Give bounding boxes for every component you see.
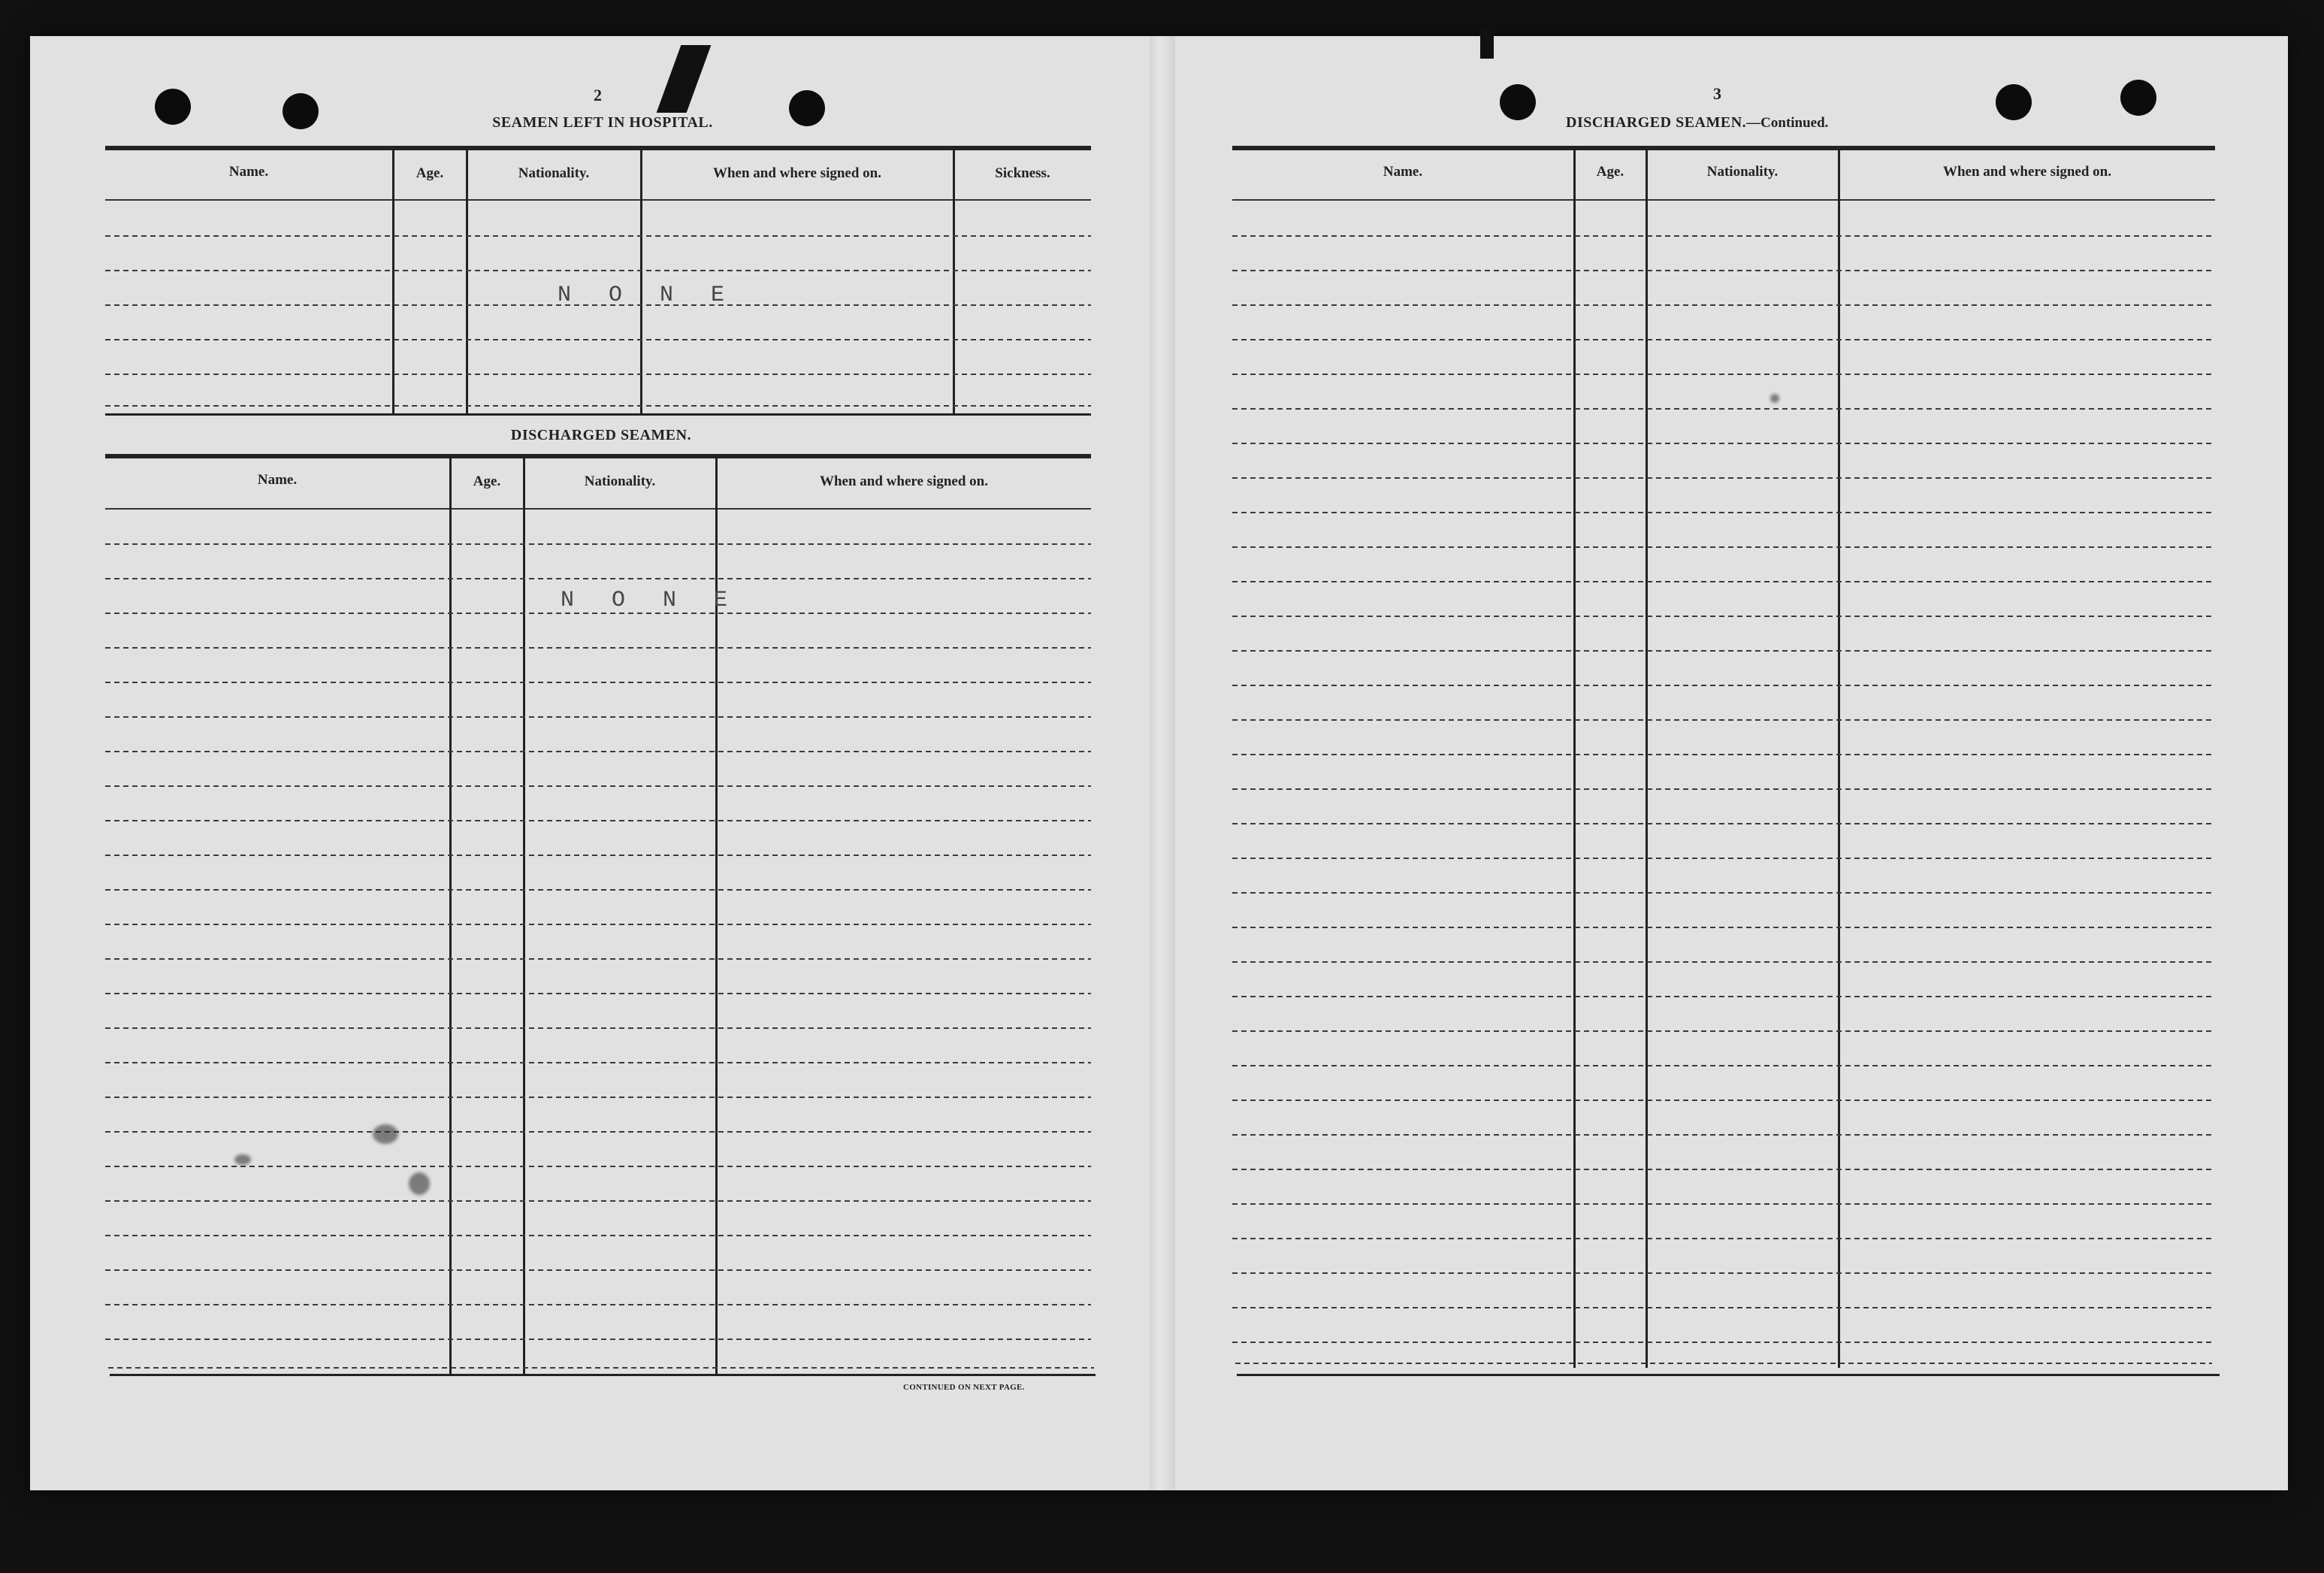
punch-hole xyxy=(1996,84,2032,120)
punch-hole xyxy=(1500,84,1536,120)
continued-note: CONTINUED ON NEXT PAGE. xyxy=(903,1383,1025,1392)
discharged-typed-none: N O N E xyxy=(561,588,728,613)
hospital-top-rule xyxy=(105,146,1091,150)
punch-hole xyxy=(155,89,191,125)
discharged-col-nationality: Nationality. xyxy=(584,473,656,489)
page-number-left: 2 xyxy=(594,86,602,104)
right-col-signed-on: When and where signed on. xyxy=(1942,164,2111,180)
hospital-header-rule xyxy=(105,199,1091,201)
discharged-section-title: DISCHARGED SEAMEN. xyxy=(510,427,692,443)
right-section-title xyxy=(1566,114,1828,132)
right-col-nationality: Nationality. xyxy=(1706,164,1779,180)
discharged-col-name: Name. xyxy=(257,472,298,488)
right-header-rule xyxy=(1232,199,2215,201)
right-top-rule xyxy=(1232,146,2215,150)
right-bottom-rule xyxy=(1237,1374,2220,1376)
hospital-col-sickness: Sickness. xyxy=(995,165,1050,181)
right-title-suffix: —Continued. xyxy=(1746,115,1829,131)
page-number-right: 3 xyxy=(1713,84,1721,103)
ink-smudge xyxy=(409,1172,430,1195)
punch-hole xyxy=(283,93,319,129)
discharged-col-signed-on: When and where signed on. xyxy=(819,473,988,489)
ink-smudge xyxy=(373,1124,398,1144)
hospital-section-title: SEAMEN LEFT IN HOSPITAL. xyxy=(492,114,713,131)
right-col-age: Age. xyxy=(1596,164,1624,180)
page-gutter xyxy=(1150,36,1175,1490)
discharged-bottom-rule xyxy=(110,1374,1096,1376)
discharged-header-rule xyxy=(105,508,1091,510)
right-col-name: Name. xyxy=(1383,164,1423,180)
ink-smudge xyxy=(234,1154,251,1165)
hospital-bottom-rule xyxy=(105,413,1091,416)
ink-dot xyxy=(1770,394,1779,403)
punch-hole xyxy=(2120,80,2156,116)
discharged-top-rule xyxy=(105,454,1091,458)
hospital-typed-none: N O N E xyxy=(558,283,725,308)
hospital-col-signed-on: When and where signed on. xyxy=(712,165,881,181)
right-title-main: DISCHARGED SEAMEN. xyxy=(1566,114,1747,131)
discharged-ruled-lines xyxy=(105,511,1097,1375)
paper-tear xyxy=(1480,29,1494,59)
hospital-col-nationality: Nationality. xyxy=(518,165,590,181)
right-ruled-lines xyxy=(1232,201,2218,1374)
discharged-col-age: Age. xyxy=(473,473,501,489)
punch-hole xyxy=(789,90,825,126)
hospital-col-name: Name. xyxy=(228,164,269,180)
hospital-col-age: Age. xyxy=(416,165,444,181)
